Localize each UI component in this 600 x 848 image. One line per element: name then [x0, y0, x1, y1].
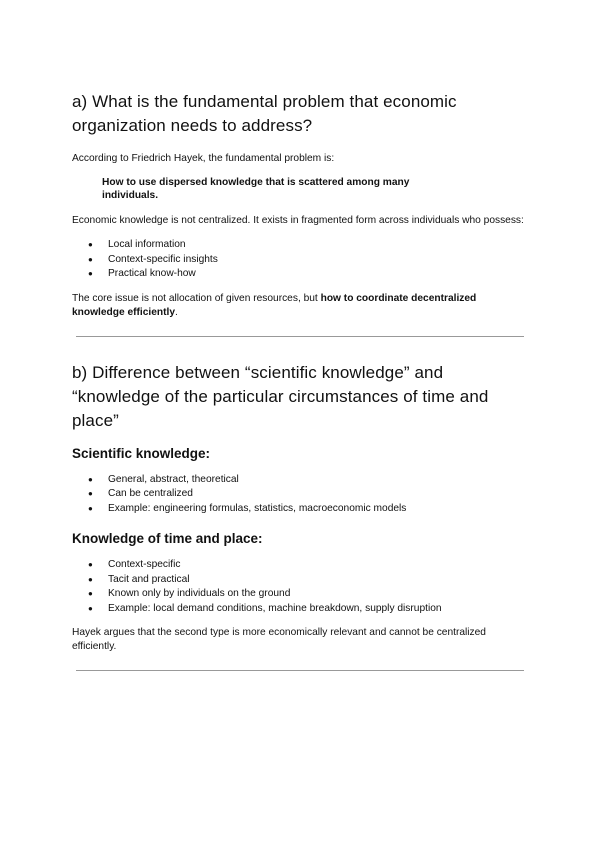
list-item: ● Tacit and practical: [72, 573, 528, 588]
bullet-icon: ●: [88, 574, 93, 584]
bullet-icon: ●: [88, 589, 93, 598]
section-a-quote: How to use dispersed knowledge that is scattered among many individuals.: [102, 177, 410, 201]
section-divider: [76, 670, 524, 671]
list-item: ● Can be centralized: [72, 487, 528, 502]
section-b-conclusion: Hayek argues that the second type is more economically relevant and cannot be centralized efficiently.: [72, 627, 486, 652]
scientific-knowledge-title: Scientific knowledge:: [72, 445, 211, 461]
bullet-icon: ●: [88, 489, 93, 498]
bullet-icon: ●: [88, 474, 93, 484]
time-place-bullet-list: [72, 558, 528, 616]
list-item: ● Example: engineering formulas, statistics, macroeconomic models: [72, 502, 528, 517]
section-a-heading: a) What is the fundamental problem that economic organization needs to address?: [72, 92, 457, 135]
list-item: ● Example: local demand conditions, machine breakdown, supply disruption: [72, 602, 528, 617]
bullet-icon: ●: [88, 254, 93, 264]
section-b: [72, 361, 528, 655]
bullet-icon: ●: [88, 560, 93, 569]
list-item: ● Local information: [72, 238, 528, 253]
list-item: ● Known only by individuals on the ground: [72, 587, 528, 602]
section-a-intro: According to Friedrich Hayek, the fundamental problem is:: [72, 153, 335, 164]
section-a-bullet-list: [72, 238, 528, 282]
section-divider: [76, 336, 524, 337]
bullet-icon: ●: [88, 240, 93, 249]
list-item: ● Context-specific insights: [72, 253, 528, 268]
bullet-icon: ●: [88, 269, 93, 278]
section-a: [72, 90, 528, 320]
list-item: ● Context-specific: [72, 558, 528, 573]
section-a-para: Economic knowledge is not centralized. It exists in fragmented form across individuals who possess:: [72, 215, 524, 226]
time-place-knowledge-title: Knowledge of time and place:: [72, 531, 263, 546]
bullet-icon: ●: [88, 603, 93, 613]
section-a-conclusion: The core issue is not allocation of given resources, but how to coordinate decentralized knowledge efficiently.: [72, 292, 477, 318]
list-item: ● Practical know-how: [72, 267, 528, 282]
section-b-heading: b) Difference between “scientific knowledge” and “knowledge of the particular circumstances of time and place”: [72, 362, 489, 430]
bullet-icon: ●: [88, 503, 93, 513]
scientific-bullet-list: [72, 473, 528, 517]
list-item: ● General, abstract, theoretical: [72, 473, 528, 488]
conclusion-emphasis: how to coordinate decentralized knowledge efficiently: [72, 292, 477, 318]
